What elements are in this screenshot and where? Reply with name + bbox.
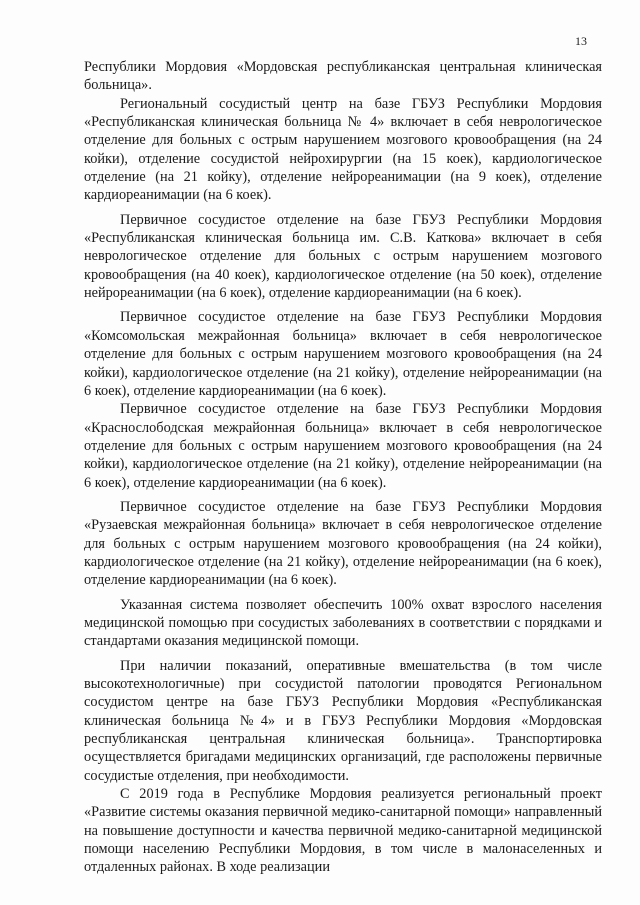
paragraph: Указанная система позволяет обеспечить 100% охват взрослого населения медицинской помощью при сосудистых заболеваниях в соответствии с порядками и стандартами оказания медицинской помощи. [84, 596, 602, 650]
paragraph: Первичное сосудистое отделение на базе ГБУЗ Республики Мордовия «Рузаевская межрайонная больница» включает в себя неврологическое отделение для больных с острым нарушением мозгового кровообращения (на 24 койки), кардиологическое отделение (на 21 койку), отделение нейрореанимации (на 6 коек), отделение кардиореанимации (на 6 коек). [84, 498, 602, 589]
paragraph: Республики Мордовия «Мордовская республиканская центральная клиническая больница». [84, 59, 602, 94]
page-number: 13 [575, 34, 587, 48]
paragraph: Региональный сосудистый центр на базе ГБУЗ Республики Мордовия «Республиканская клиническая больница № 4» включает в себя неврологическое отделение для больных с острым нарушением мозгового кровообращения (на 24 койки), отделение сосудистой нейрохирургии (на 15 коек), кардиологическое отделение (на 21 койку), отделение нейрореанимации (на 9 коек), отделение кардиореанимации (на 6 коек). [84, 95, 602, 204]
paragraph: При наличии показаний, оперативные вмешательства (в том числе высокотехнологичные) при сосудистой патологии проводятся Региональном сосудистом центре на базе ГБУЗ Республики Мордовия «Республиканская клиническая больница №4» и в ГБУЗ Республики Мордовия «Мордовская республиканская центральная клиническая больница». Транспортировка осуществляется бригадами медицинских организаций, где расположены первичные сосудистые отделения, при необходимости. [84, 657, 602, 784]
paragraph: Первичное сосудистое отделение на базе ГБУЗ Республики Мордовия «Комсомольская межрайонная больница» включает в себя неврологическое отделение для больных с острым нарушением мозгового кровообращения (на 24 койки), кардиологическое отделение (на 21 койку), отделение нейрореанимации (на 6 коек), отделение кардиореанимации (на 6 коек). [84, 309, 602, 399]
body-text [84, 58, 602, 877]
paragraph: С 2019 года в Республике Мордовия реализуется региональный проект «Развитие системы оказания первичной медико-санитарной помощи» направленный на повышение доступности и качества первичной медико-санитарной медицинской помощи населению Республики Мордовия, в том числе в малонаселенных и отдаленных районах. В ходе реализации [84, 786, 602, 876]
paragraph: Первичное сосудистое отделение на базе ГБУЗ Республики Мордовия «Республиканская клиническая больница им. С.В. Каткова» включает в себя неврологическое отделение для больных с острым нарушением мозгового кровообращения (на 40 коек), кардиологическое отделение (на 50 коек), отделение нейрореанимации (на 6 коек), отделение кардиореанимации (на 6 коек). [84, 211, 602, 302]
paragraph: Первичное сосудистое отделение на базе ГБУЗ Республики Мордовия «Краснослободская межрайонная больница» включает в себя неврологическое отделение для больных с острым нарушением мозгового кровообращения (на 24 койки), кардиологическое отделение (на 21 койку), отделение нейрореанимации (на 6 коек), отделение кардиореанимации (на 6 коек). [84, 401, 602, 491]
